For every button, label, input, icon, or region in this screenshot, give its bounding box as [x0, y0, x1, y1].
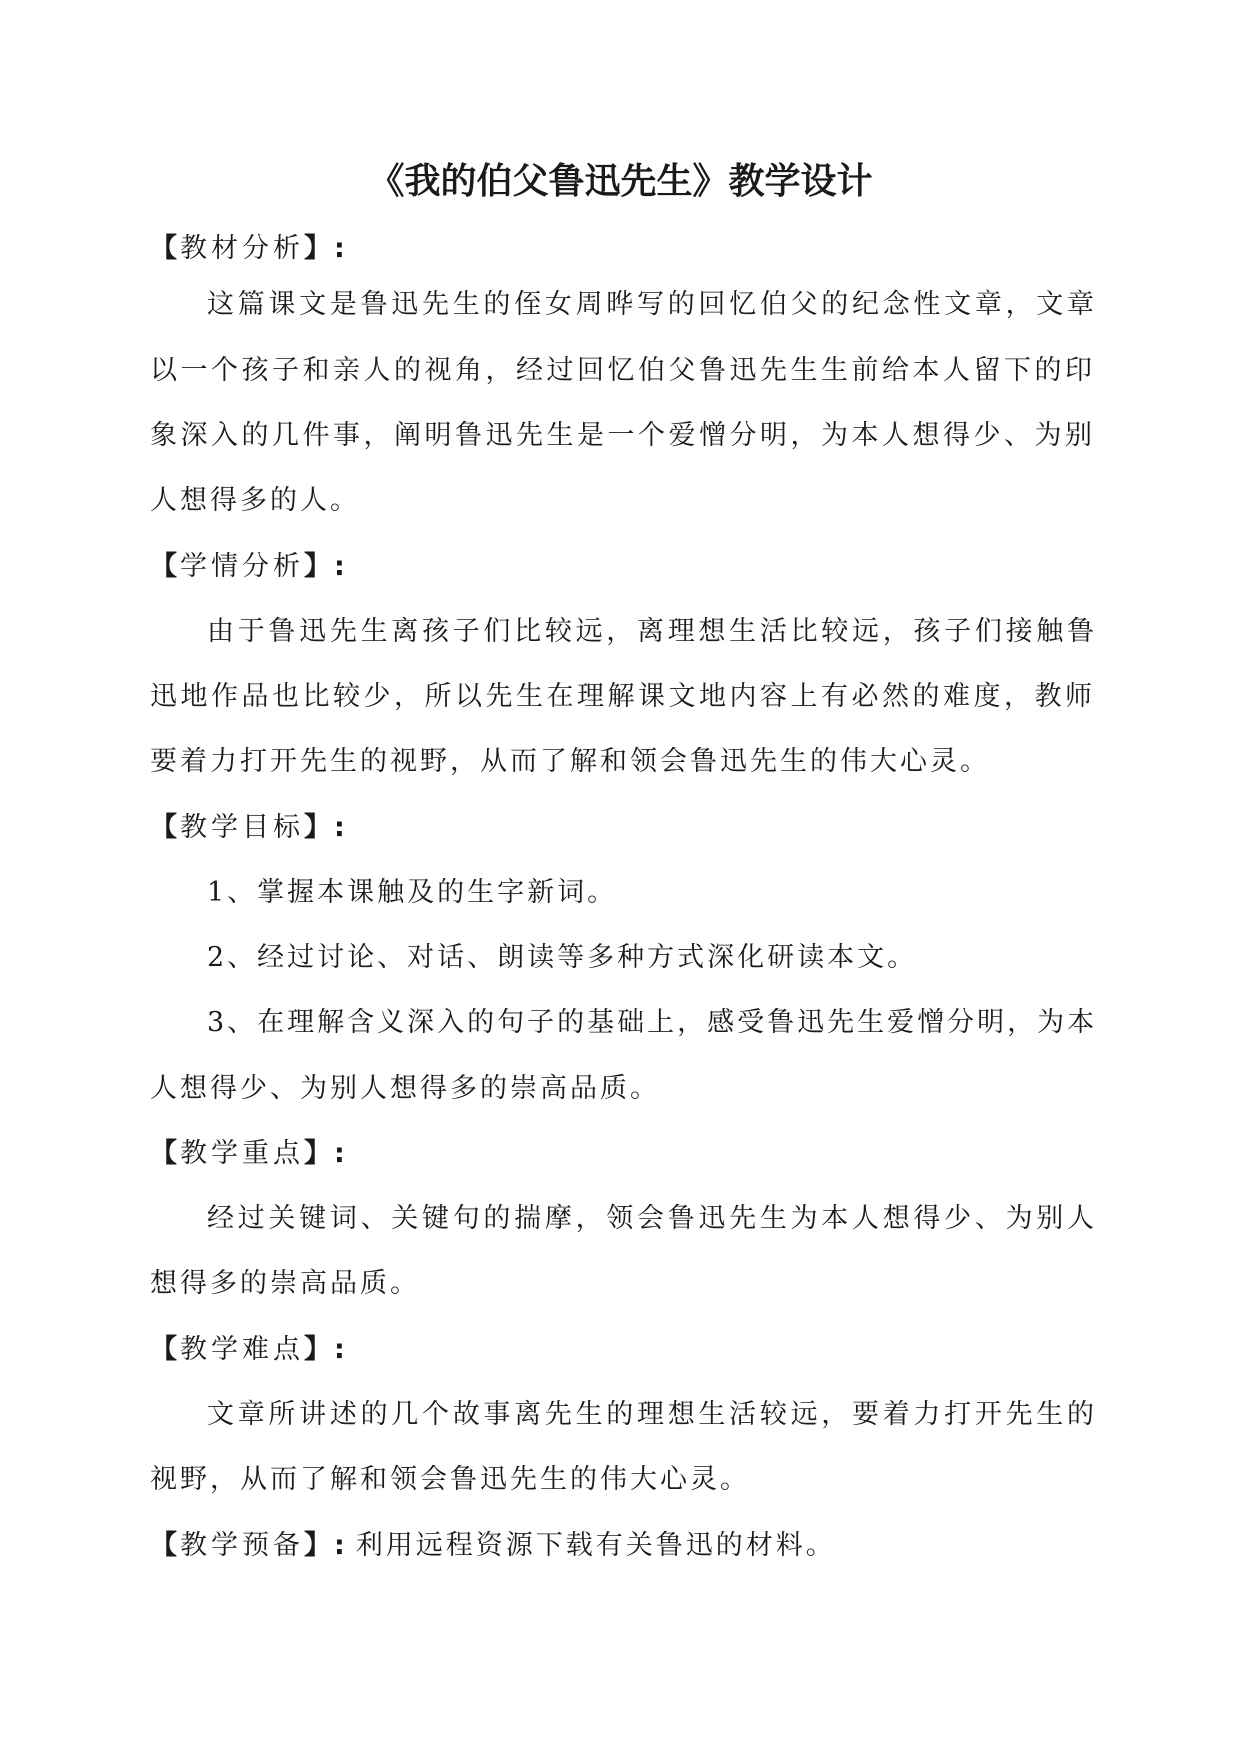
objective-item: 1、掌握本课触及的生字新词。 — [207, 877, 618, 908]
heading-preparation: 【教学预备】: 利用远程资源下载有关鲁迅的材料。 — [150, 1530, 836, 1561]
paragraph-line: 视野，从而了解和领会鲁迅先生的伟大心灵。 — [150, 1464, 750, 1495]
heading-difficulties: 【教学难点】: — [150, 1334, 348, 1365]
heading-key-points: 【教学重点】: — [150, 1138, 348, 1169]
paragraph-line: 文章所讲述的几个故事离先生的理想生活较远，要着力打开先生的 — [207, 1399, 1097, 1430]
paragraph-line: 迅地作品也比较少，所以先生在理解课文地内容上有必然的难度，教师 — [150, 681, 1095, 712]
paragraph-line: 人想得多的人。 — [150, 485, 360, 516]
preparation-text: 利用远程资源下载有关鲁迅的材料。 — [355, 1530, 836, 1561]
objective-item: 3、在理解含义深入的句子的基础上，感受鲁迅先生爱憎分明，为本 — [207, 1007, 1098, 1038]
objective-item: 2、经过讨论、对话、朗读等多种方式深化研读本文。 — [207, 942, 918, 973]
paragraph-line: 经过关键词、关键句的揣摩，领会鲁迅先生为本人想得少、为别人 — [207, 1203, 1097, 1234]
paragraph-line: 这篇课文是鲁迅先生的侄女周晔写的回忆伯父的纪念性文章，文章 — [207, 289, 1097, 320]
heading-textbook-analysis: 【教材分析】: — [150, 233, 348, 264]
paragraph-line: 象深入的几件事，阐明鲁迅先生是一个爱憎分明，为本人想得少、为别 — [150, 420, 1095, 451]
paragraph-line: 以一个孩子和亲人的视角，经过回忆伯父鲁迅先生生前给本人留下的印 — [150, 355, 1095, 386]
paragraph-line: 人想得少、为别人想得多的崇高品质。 — [150, 1073, 660, 1104]
heading-objectives: 【教学目标】: — [150, 812, 348, 843]
paragraph-line: 要着力打开先生的视野，从而了解和领会鲁迅先生的伟大心灵。 — [150, 746, 990, 777]
document-title: 《我的伯父鲁迅先生》教学设计 — [368, 161, 873, 202]
paragraph-line: 想得多的崇高品质。 — [150, 1268, 420, 1299]
paragraph-line: 由于鲁迅先生离孩子们比较远，离理想生活比较远，孩子们接触鲁 — [207, 616, 1097, 647]
heading-learner-analysis: 【学情分析】: — [150, 551, 348, 582]
